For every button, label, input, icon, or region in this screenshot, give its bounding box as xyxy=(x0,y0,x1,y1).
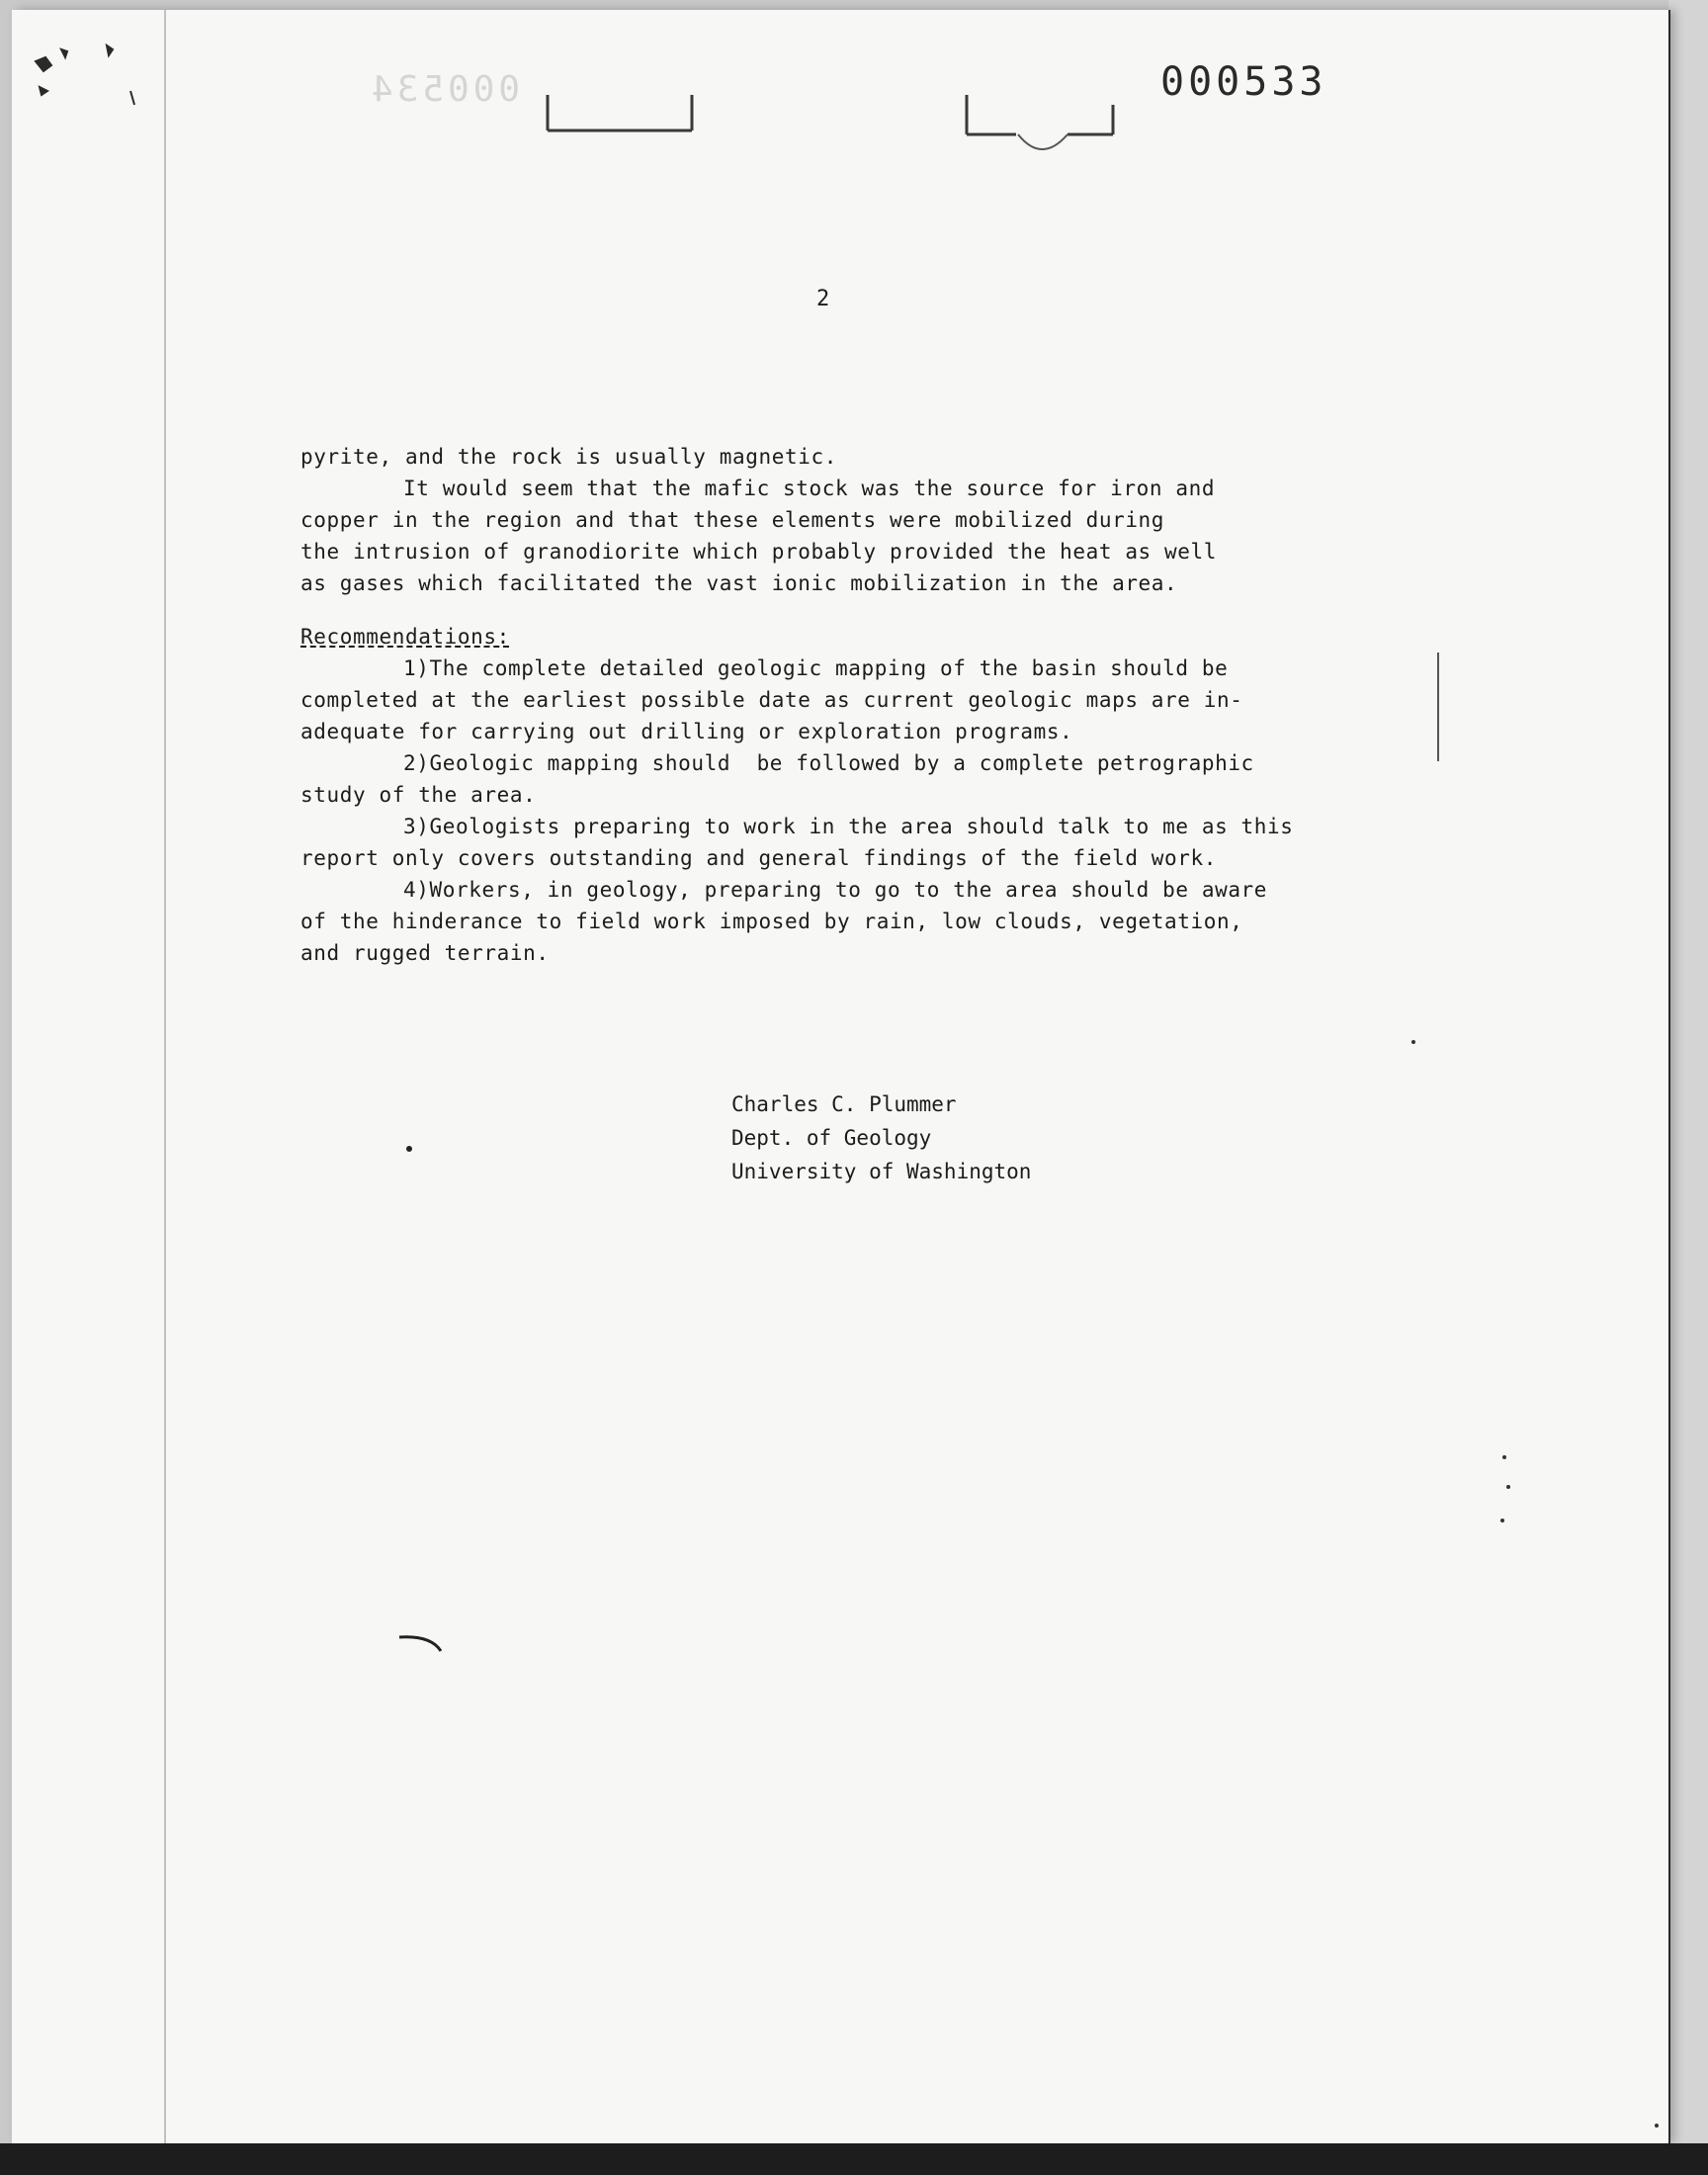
speck-icon xyxy=(1655,2124,1659,2128)
document-number: 000533 xyxy=(1160,59,1327,105)
paragraph-line: the intrusion of granodiorite which probably provided the heat as well xyxy=(300,540,1218,564)
recommendation-line: 3)Geologists preparing to work in the area should talk to me as this xyxy=(403,815,1294,838)
page-number: 2 xyxy=(816,287,830,311)
recommendation-line: report only covers outstanding and general findings of the field work. xyxy=(300,846,1218,870)
punch-bracket-left-icon xyxy=(548,95,692,130)
recommendation-line: 1)The complete detailed geologic mapping of the basin should be xyxy=(403,656,1229,680)
ink-mark-icon xyxy=(399,1637,441,1651)
recommendation-line: 2)Geologic mapping should be followed by a complete petrographic xyxy=(403,751,1254,775)
signature-university: University of Washington xyxy=(731,1160,1032,1183)
punch-hole-arc-icon xyxy=(1018,134,1068,149)
paragraph-line: as gases which facilitated the vast ionic mobilization in the area. xyxy=(300,571,1178,595)
scanner-right-edge xyxy=(1668,0,1708,2175)
paragraph-line: pyrite, and the rock is usually magnetic. xyxy=(300,445,837,469)
paragraph-line: copper in the region and that these elements were mobilized during xyxy=(300,508,1165,532)
speck-icon xyxy=(1500,1519,1504,1522)
signature-block xyxy=(731,1088,1031,1188)
recommendation-line: 4)Workers, in geology, preparing to go to the area should be aware xyxy=(403,878,1268,902)
recommendation-line: of the hinderance to field work imposed by rain, low clouds, vegetation, xyxy=(300,910,1243,933)
recommendations-heading: Recommendations: xyxy=(300,625,510,649)
speck-icon xyxy=(406,1146,412,1152)
recommendation-line: adequate for carrying out drilling or exploration programs. xyxy=(300,720,1073,743)
body-text xyxy=(300,441,1447,969)
corner-specks-icon xyxy=(36,45,134,105)
paragraph-line: It would seem that the mafic stock was the source for iron and xyxy=(403,477,1216,500)
signature-name: Charles C. Plummer xyxy=(731,1092,957,1116)
recommendation-line: study of the area. xyxy=(300,783,537,807)
document-page xyxy=(12,10,1668,2143)
speck-icon xyxy=(1502,1455,1506,1459)
signature-dept: Dept. of Geology xyxy=(731,1126,932,1150)
punch-bracket-right-icon xyxy=(967,95,1113,134)
speck-icon xyxy=(1411,1040,1415,1044)
recommendation-line: and rugged terrain. xyxy=(300,941,550,965)
speck-icon xyxy=(1506,1485,1510,1489)
recommendation-line: completed at the earliest possible date as current geologic maps are in- xyxy=(300,688,1243,712)
scan-artifacts xyxy=(12,10,1668,2143)
scanner-bottom-band xyxy=(0,2143,1708,2175)
ghost-document-number: 000534 xyxy=(368,69,521,110)
